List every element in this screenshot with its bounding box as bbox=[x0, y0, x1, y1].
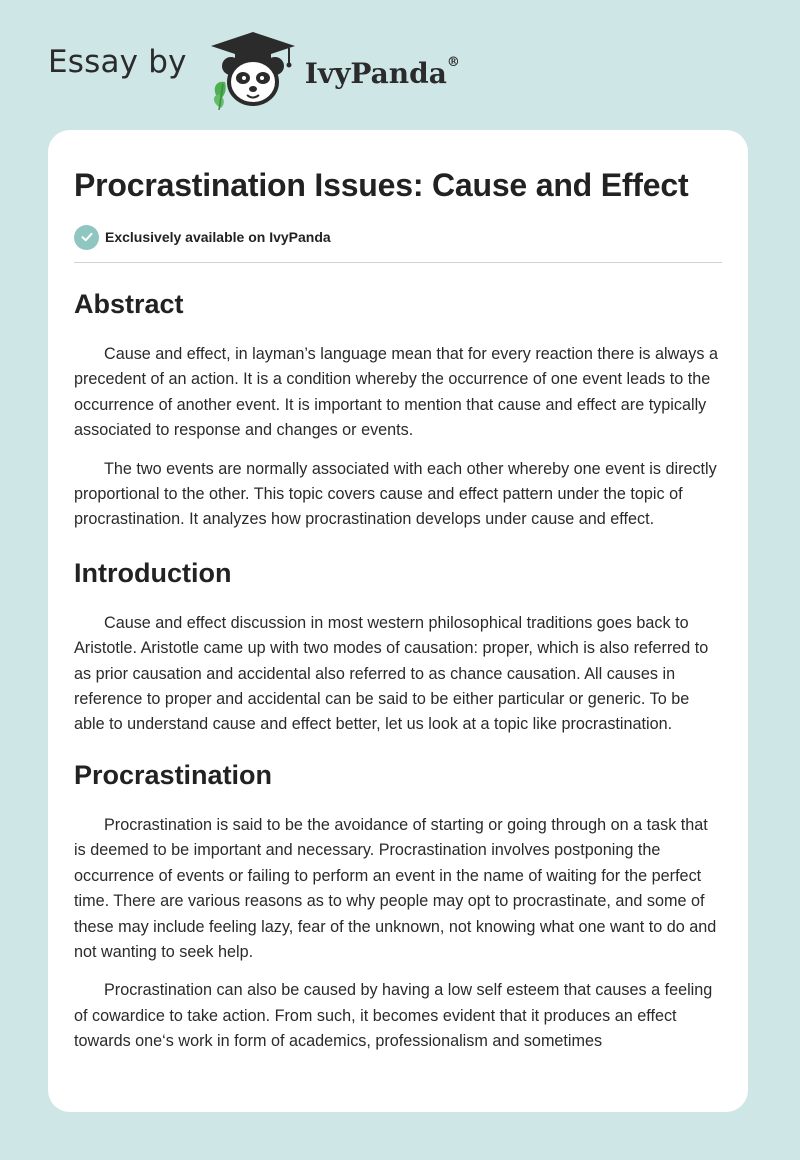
paragraph: The two events are normally associated with each other whereby one event is directly proportional to the other. This topic covers cause and effect pattern under the topic of procrastination. It analyzes how procrastination develops under cause and effect. bbox=[74, 459, 717, 529]
section-heading-introduction: Introduction bbox=[74, 557, 232, 588]
check-icon bbox=[74, 225, 99, 250]
section-heading-abstract: Abstract bbox=[74, 289, 184, 319]
section-heading-procrastination: Procrastination bbox=[74, 759, 273, 790]
paragraph: Cause and effect, in layman’s language mean that for every reaction there is always a precedent of an action. It is a condition whereby the occurrence of one event leads to the occurrence of another event. It is important to mention that cause and effect are typically associated to response and changes or events. bbox=[74, 345, 718, 440]
brand-name[interactable]: IvyPanda® bbox=[304, 54, 460, 90]
exclusive-badge bbox=[74, 224, 722, 250]
badge-text: Exclusively available on IvyPanda bbox=[105, 229, 331, 245]
essay-card bbox=[48, 130, 748, 1112]
essay-by-tagline: Essay by bbox=[48, 44, 187, 80]
site-header bbox=[48, 30, 748, 110]
paragraph: Cause and effect discussion in most western philosophical traditions goes back to Aristotle. Aristotle came up with two modes of causation: proper, which is also referred to as prior causation and accidental also referred to as chance causation. All causes in reference to proper and accidental can be said to be either particular or generic. To be able to understand cause and effect better, let us look at a topic like procrastination. bbox=[74, 613, 709, 734]
panda-logo-icon[interactable] bbox=[205, 30, 301, 110]
essay-title: Procrastination Issues: Cause and Effect bbox=[74, 167, 689, 203]
divider bbox=[74, 262, 722, 263]
paragraph: Procrastination can also be caused by having a low self esteem that causes a feeling of cowardice to take action. From such, it becomes evident that it produces an effect towards one‘s work in form of academics, professionalism and sometimes bbox=[74, 981, 713, 1051]
paragraph: Procrastination is said to be the avoidance of starting or going through on a task that is deemed to be important and necessary. Procrastination involves postponing the occurrence of events or failing to perform an event in the name of waiting for the perfect time. There are various reasons as to why people may opt to procrastinate, and some of these may include feeling lazy, fear of the unknown, not knowing what one want to do and not wanting to seek help. bbox=[74, 815, 717, 961]
